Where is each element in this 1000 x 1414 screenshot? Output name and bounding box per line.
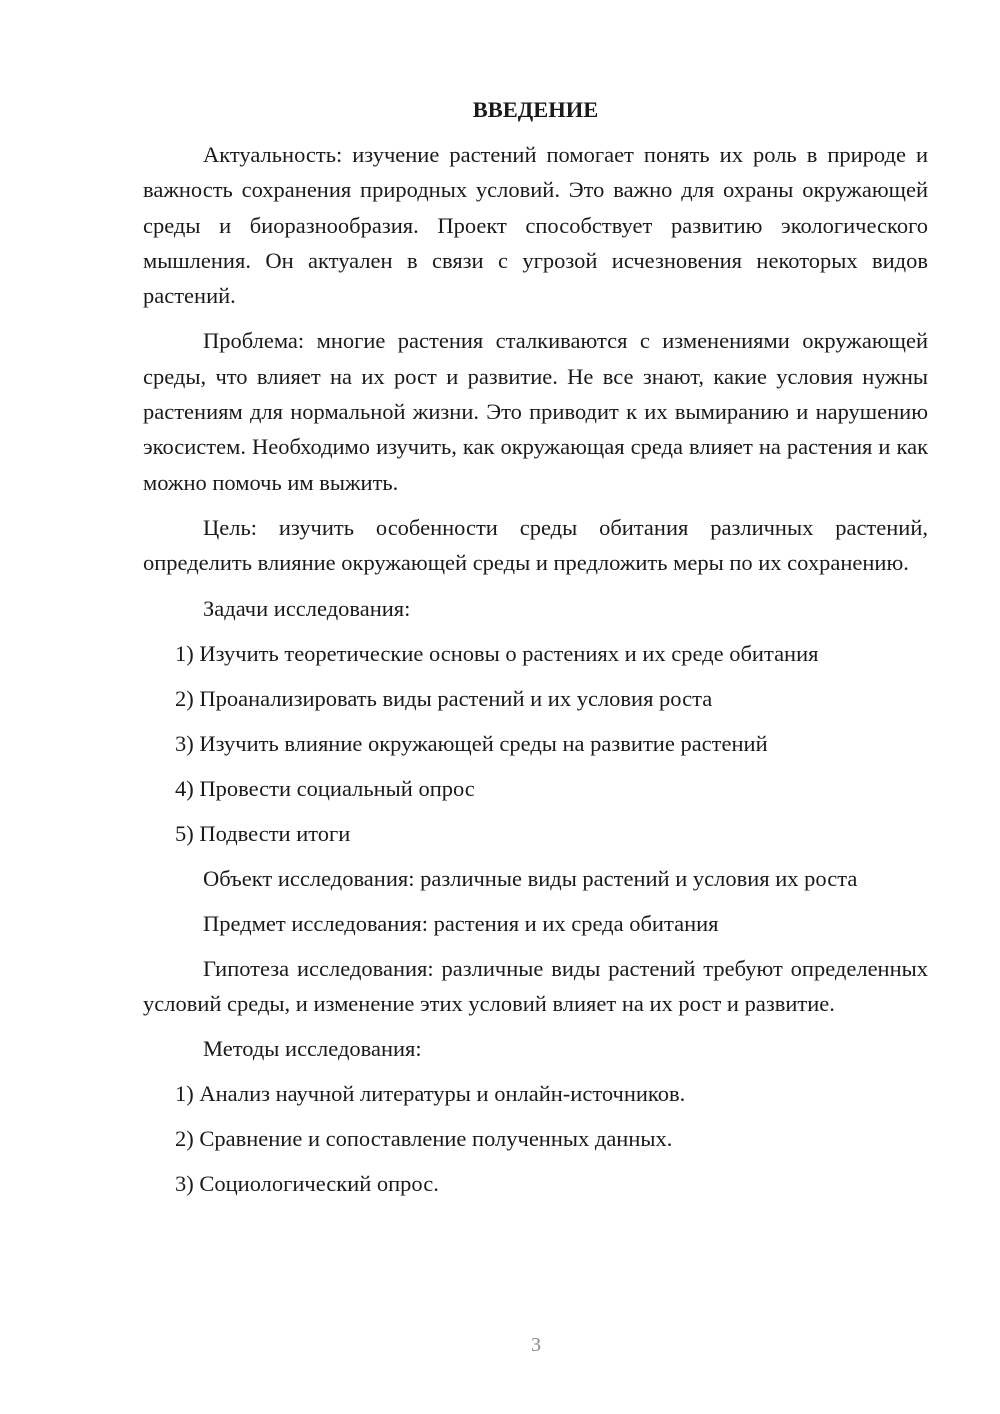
list-item-task: 3) Изучить влияние окружающей среды на развитие растений — [175, 730, 768, 756]
list-item-task: 1) Изучить теоретические основы о растениях и их среде обитания — [175, 640, 819, 666]
list-item-method: 1) Анализ научной литературы и онлайн-источников. — [175, 1081, 686, 1107]
tasks-heading: Задачи исследования: — [203, 595, 411, 621]
list-item-task: 2) Проанализировать виды растений и их условия роста — [175, 685, 713, 711]
paragraph-problem: Проблема: многие растения сталкиваются с изменениями окружающей среды, что влияет на их рост и развитие. Не все знают, какие условия нужны растениям для нормальной жизни. Это приводит к их вымиранию и нарушению экосистем. Необходимо изучить, как окружающая среда влияет на растения и как можно помочь им выжить. — [143, 328, 928, 495]
paragraph-goal: Цель: изучить особенности среды обитания различных растений, определить влияние окружающей среды и предложить меры по их сохранению. — [143, 514, 928, 576]
page-number: 3 — [531, 1334, 541, 1356]
paragraph-actuality: Актуальность: изучение растений помогает понять их роль в природе и важность сохранения природных условий. Это важно для охраны окружающей среды и биоразнообразия. Проект способствует развитию экологического мышления. Он актуален в связи с угрозой исчезновения некоторых видов растений. — [143, 142, 928, 309]
page-content — [143, 94, 928, 1211]
methods-heading: Методы исследования: — [203, 1036, 422, 1062]
paragraph-subject: Предмет исследования: растения и их среда обитания — [203, 910, 719, 936]
list-item-task: 5) Подвести итоги — [175, 820, 351, 846]
paragraph-hypothesis: Гипотеза исследования: различные виды растений требуют определенных условий среды, и изменение этих условий влияет на их рост и развитие. — [143, 955, 928, 1016]
list-item-method: 3) Социологический опрос. — [175, 1171, 439, 1197]
list-item-method: 2) Сравнение и сопоставление полученных данных. — [175, 1126, 673, 1152]
list-item-task: 4) Провести социальный опрос — [175, 775, 475, 801]
paragraph-object: Объект исследования: различные виды растений и условия их роста — [203, 865, 858, 891]
section-title: ВВЕДЕНИЕ — [472, 97, 599, 122]
